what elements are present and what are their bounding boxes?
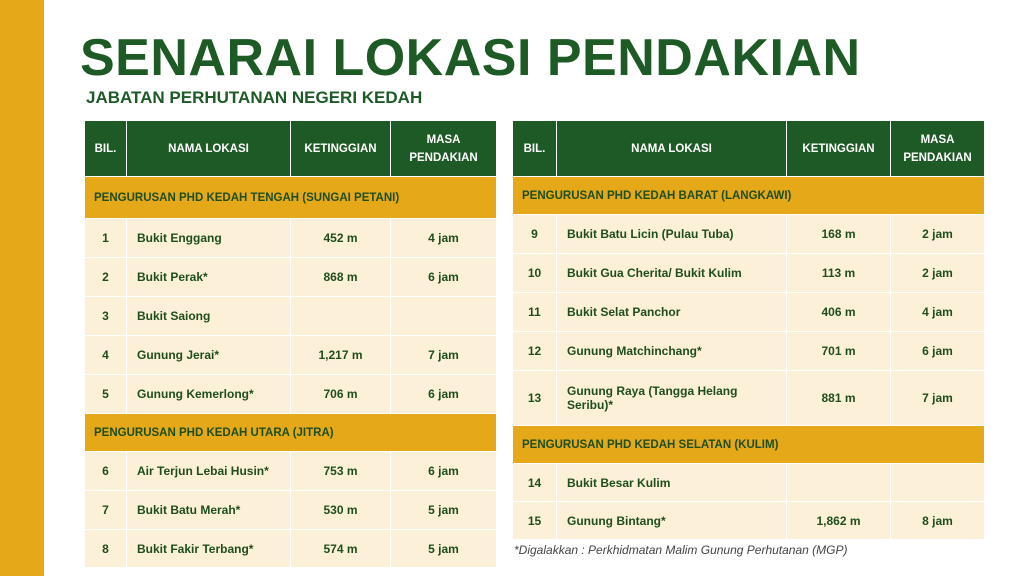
table-row <box>85 530 497 568</box>
table-row <box>513 332 985 371</box>
cell-masa: 4 jam <box>391 219 497 258</box>
cell-ketinggian: 753 m <box>291 452 391 491</box>
table-row <box>85 219 497 258</box>
header-bil: BIL. <box>513 121 557 177</box>
cell-bil: 8 <box>85 530 127 568</box>
cell-nama: Gunung Raya (Tangga Helang Seribu)* <box>557 371 787 426</box>
cell-bil: 6 <box>85 452 127 491</box>
cell-bil: 14 <box>513 464 557 502</box>
cell-masa: 5 jam <box>391 530 497 568</box>
cell-bil: 7 <box>85 491 127 530</box>
section-title: PENGURUSAN PHD KEDAH UTARA (JITRA) <box>85 414 497 452</box>
table-row <box>513 254 985 293</box>
cell-nama: Air Terjun Lebai Husin* <box>127 452 291 491</box>
cell-bil: 5 <box>85 375 127 414</box>
table-header-row <box>513 121 985 177</box>
cell-ketinggian: 1,862 m <box>787 502 891 540</box>
cell-masa: 8 jam <box>891 502 985 540</box>
cell-nama: Gunung Kemerlong* <box>127 375 291 414</box>
table-row <box>85 491 497 530</box>
header-bil: BIL. <box>85 121 127 177</box>
cell-bil: 3 <box>85 297 127 336</box>
section-row <box>513 426 985 464</box>
cell-ketinggian: 113 m <box>787 254 891 293</box>
cell-nama: Bukit Fakir Terbang* <box>127 530 291 568</box>
cell-masa: 6 jam <box>391 258 497 297</box>
header-nama-lokasi: NAMA LOKASI <box>127 121 291 177</box>
cell-nama: Bukit Perak* <box>127 258 291 297</box>
cell-bil: 10 <box>513 254 557 293</box>
cell-nama: Gunung Jerai* <box>127 336 291 375</box>
header-nama-lokasi: NAMA LOKASI <box>557 121 787 177</box>
table-row <box>513 215 985 254</box>
cell-nama: Bukit Batu Merah* <box>127 491 291 530</box>
right-location-table <box>512 120 985 540</box>
table-row <box>513 502 985 540</box>
cell-ketinggian: 530 m <box>291 491 391 530</box>
cell-ketinggian: 452 m <box>291 219 391 258</box>
cell-bil: 12 <box>513 332 557 371</box>
cell-nama: Bukit Saiong <box>127 297 291 336</box>
section-row <box>85 414 497 452</box>
page-subtitle: JABATAN PERHUTANAN NEGERI KEDAH <box>86 88 423 107</box>
section-title: PENGURUSAN PHD KEDAH TENGAH (SUNGAI PETANI) <box>85 177 497 219</box>
cell-masa: 6 jam <box>391 375 497 414</box>
cell-masa: 7 jam <box>891 371 985 426</box>
table-row <box>85 375 497 414</box>
cell-masa <box>891 464 985 502</box>
cell-ketinggian: 406 m <box>787 293 891 332</box>
section-row <box>513 177 985 215</box>
table-row <box>513 464 985 502</box>
cell-bil: 11 <box>513 293 557 332</box>
header-ketinggian: KETINGGIAN <box>291 121 391 177</box>
cell-nama: Bukit Batu Licin (Pulau Tuba) <box>557 215 787 254</box>
cell-masa: 6 jam <box>891 332 985 371</box>
cell-ketinggian: 868 m <box>291 258 391 297</box>
cell-bil: 1 <box>85 219 127 258</box>
cell-ketinggian <box>291 297 391 336</box>
table-header-row <box>85 121 497 177</box>
cell-ketinggian: 574 m <box>291 530 391 568</box>
cell-ketinggian: 168 m <box>787 215 891 254</box>
table-row <box>85 258 497 297</box>
cell-bil: 9 <box>513 215 557 254</box>
footnote: *Digalakkan : Perkhidmatan Malim Gunung Perhutanan (MGP) <box>514 543 848 557</box>
cell-nama: Bukit Gua Cherita/ Bukit Kulim <box>557 254 787 293</box>
cell-ketinggian: 881 m <box>787 371 891 426</box>
table-row <box>85 297 497 336</box>
table-row <box>85 336 497 375</box>
cell-masa: 5 jam <box>391 491 497 530</box>
section-title: PENGURUSAN PHD KEDAH BARAT (LANGKAWI) <box>513 177 985 215</box>
cell-ketinggian: 1,217 m <box>291 336 391 375</box>
page-title: SENARAI LOKASI PENDAKIAN <box>80 29 861 87</box>
cell-nama: Bukit Selat Panchor <box>557 293 787 332</box>
cell-masa: 2 jam <box>891 254 985 293</box>
section-row <box>85 177 497 219</box>
table-row <box>513 371 985 426</box>
cell-bil: 4 <box>85 336 127 375</box>
cell-masa: 6 jam <box>391 452 497 491</box>
cell-ketinggian: 706 m <box>291 375 391 414</box>
cell-nama: Gunung Bintang* <box>557 502 787 540</box>
table-row <box>513 293 985 332</box>
cell-masa: 7 jam <box>391 336 497 375</box>
cell-nama: Bukit Besar Kulim <box>557 464 787 502</box>
cell-bil: 13 <box>513 371 557 426</box>
cell-bil: 2 <box>85 258 127 297</box>
cell-masa: 2 jam <box>891 215 985 254</box>
cell-masa: 4 jam <box>891 293 985 332</box>
cell-ketinggian: 701 m <box>787 332 891 371</box>
left-location-table <box>84 120 497 568</box>
section-title: PENGURUSAN PHD KEDAH SELATAN (KULIM) <box>513 426 985 464</box>
cell-nama: Bukit Enggang <box>127 219 291 258</box>
cell-nama: Gunung Matchinchang* <box>557 332 787 371</box>
table-row <box>85 452 497 491</box>
cell-bil: 15 <box>513 502 557 540</box>
cell-masa <box>391 297 497 336</box>
side-accent-bar <box>0 0 44 576</box>
header-masa-pendakian: MASA PENDAKIAN <box>391 121 497 177</box>
header-ketinggian: KETINGGIAN <box>787 121 891 177</box>
cell-ketinggian <box>787 464 891 502</box>
header-masa-pendakian: MASA PENDAKIAN <box>891 121 985 177</box>
